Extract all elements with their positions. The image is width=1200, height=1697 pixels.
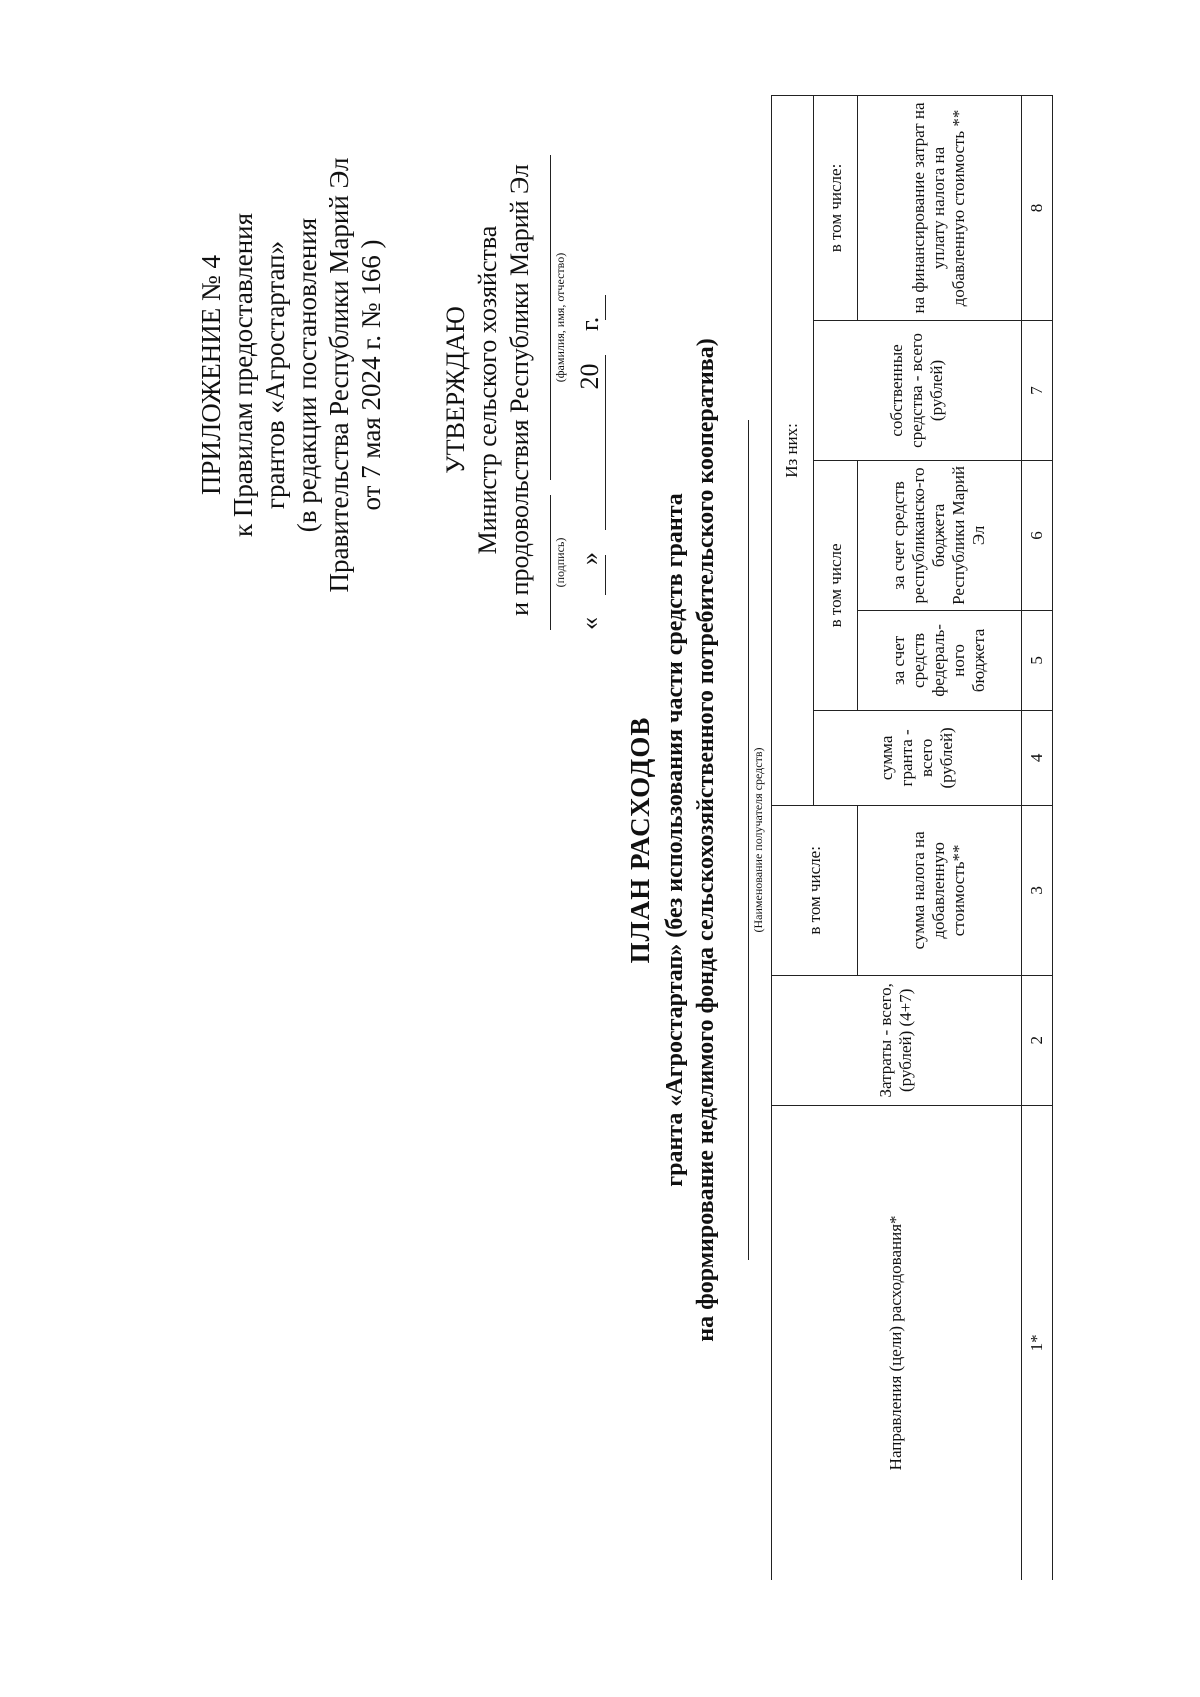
column-number: 1* [1021,1105,1053,1580]
column-number: 7 [1021,320,1053,460]
name-caption: (фамилия, имя, отчество) [553,252,567,383]
date-year-line [605,295,606,320]
appendix-line: Правительства Республики Марий Эл [324,157,354,593]
signature-line [550,495,551,630]
rotated-sheet [45,40,1155,1640]
header-federal-budget: за счет средств федераль-ного бюджета [858,610,1021,710]
appendix-line: к Правилам предоставления [228,212,258,538]
approval-line: и продовольствия Республики Марий Эл [505,164,534,616]
recipient-line [748,420,749,1260]
approval-line: Министр сельского хозяйства [473,225,502,555]
appendix-line: от 7 мая 2024 г. № 166 ) [356,239,386,511]
signature-caption: (подпись) [553,537,567,588]
appendix-line: ПРИЛОЖЕНИЕ № 4 [196,254,226,496]
header-of-them: Из них: [772,96,814,806]
column-number: 6 [1021,460,1053,610]
approval-heading: УТВЕРЖДАЮ [441,306,470,474]
date-day-line [605,555,606,595]
column-number: 4 [1021,710,1053,805]
column-number: 3 [1021,805,1053,975]
appendix-line: грантов «Агростартап» [260,240,290,510]
document-subtitle: на формирование неделимого фонда сельскохозяйственного потребительского кооператива) [693,338,719,1342]
expense-plan-table [771,95,1053,1580]
document-title: ПЛАН РАСХОДОВ [625,716,655,964]
column-number: 2 [1021,975,1053,1105]
header-vat-financing: на финансирование затрат на уплату налога на добавленную стоимость ** [858,96,1021,321]
approval-block [440,140,536,640]
header-directions: Направления (цели) расходования* [772,1105,1022,1580]
document-subtitle: гранта «Агростартап» (без использования части средств гранта [662,493,688,1187]
header-vat-amount: сумма налога на добавленную стоимость** [858,805,1021,975]
header-grant-total: сумма гранта - всего (рублей) [813,710,1021,805]
header-including-3: в том числе: [813,96,857,321]
header-total-costs: Затраты - всего, (рублей) (4+7) [772,975,1022,1105]
recipient-caption: (Наименование получателя средств) [751,747,765,933]
header-including-2: в том числе [813,460,857,710]
column-number: 8 [1021,96,1053,321]
date-month-line [605,355,606,530]
header-including-1: в том числе: [772,805,858,975]
approval-date: « » 20 г. [575,316,604,630]
appendix-block [195,140,387,610]
appendix-line: (в редакции постановления [292,217,322,533]
name-line [550,155,551,480]
column-number: 5 [1021,610,1053,710]
header-republic-budget: за счет средств республиканско-го бюджета Республики Марий Эл [858,460,1021,610]
header-own-funds: собственные средства - всего (рублей) [813,320,1021,460]
